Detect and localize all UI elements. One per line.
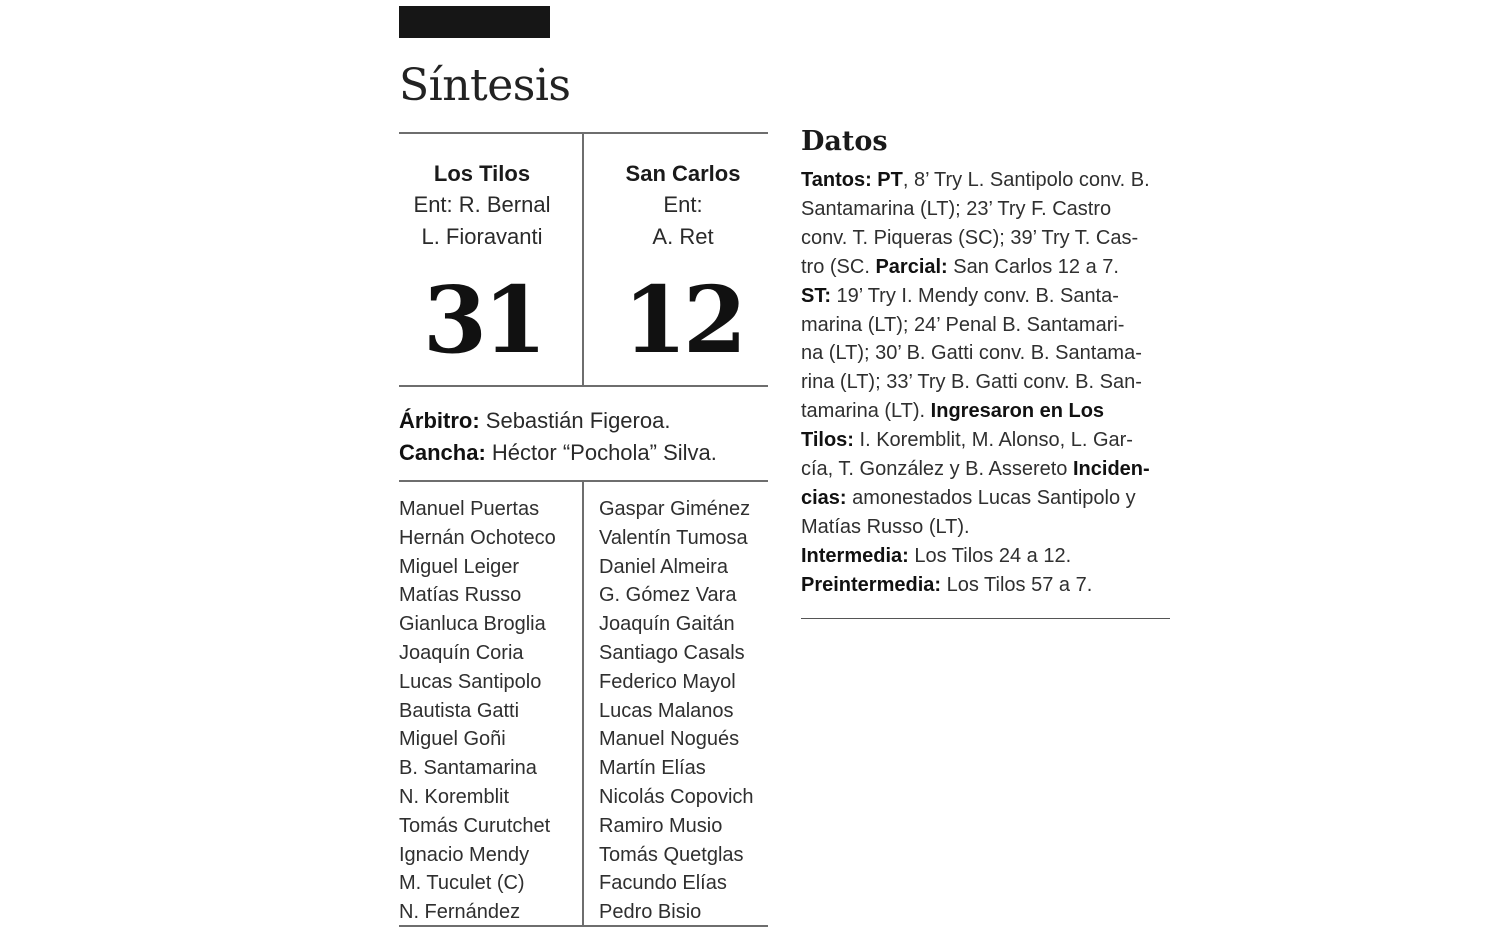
field-label: Cancha:: [399, 440, 486, 465]
player-name: M. Tuculet (C): [399, 872, 525, 895]
player-name: Facundo Elías: [599, 872, 727, 895]
datos-text: Santamarina (LT); 23’ Try F. Castro: [801, 197, 1112, 220]
player-name: Manuel Nogués: [599, 728, 740, 751]
datos-line: [801, 282, 1173, 311]
player-name: Santiago Casals: [599, 641, 745, 664]
datos-text: conv. T. Piqueras (SC); 39’ Try T. Cas-: [801, 226, 1139, 249]
datos-text: tro (SC.: [801, 255, 876, 278]
home-team-name: Los Tilos: [433, 161, 531, 186]
player-name: Tomás Curutchet: [399, 814, 551, 837]
player-name: Manuel Puertas: [399, 498, 540, 520]
datos-text: Los Tilos 24 a 12.: [908, 544, 1072, 567]
player-name: Joaquín Coria: [399, 641, 524, 664]
player-name: Gaspar Giménez: [599, 498, 751, 520]
scorebox-bottom-rule: [399, 385, 768, 387]
player-name: N. Koremblit: [399, 785, 510, 808]
player-name: Hernán Ochoteco: [399, 526, 556, 549]
datos-label: Preintermedia:: [801, 573, 942, 596]
datos-label: Intermedia:: [801, 544, 909, 567]
referee-line: [399, 405, 670, 437]
datos-text: San Carlos 12 a 7.: [947, 255, 1119, 278]
datos-line: [801, 311, 1173, 340]
player-name: Ignacio Mendy: [399, 843, 530, 866]
datos-text: na (LT); 30’ B. Gatti conv. B. Santama-: [801, 342, 1142, 365]
player-name: Nicolás Copovich: [599, 785, 754, 808]
home-coach-line-1: Ent: R. Bernal: [413, 192, 551, 217]
home-coach-line-2: L. Fioravanti: [421, 224, 543, 249]
datos-label: Tantos: PT: [801, 169, 903, 191]
player-name: Tomás Quetglas: [599, 843, 744, 866]
player-name: Lucas Malanos: [599, 699, 734, 722]
roster-divider: [582, 480, 584, 927]
player-name: Miguel Leiger: [399, 555, 520, 578]
player-name: Joaquín Gaitán: [599, 613, 735, 636]
datos-bottom-rule: [801, 618, 1170, 619]
datos-text: rina (LT); 33’ Try B. Gatti conv. B. San-: [801, 371, 1142, 394]
datos-text: 19’ Try I. Mendy conv. B. Santa-: [831, 284, 1119, 307]
datos-label: Tilos:: [801, 429, 854, 452]
away-team-name: San Carlos: [625, 161, 741, 186]
datos-label: cias:: [801, 486, 847, 509]
datos-text: cía, T. González y B. Assereto: [801, 458, 1073, 481]
player-name: Bautista Gatti: [399, 699, 520, 722]
datos-line: [801, 397, 1173, 426]
datos-line: [801, 253, 1173, 282]
player-name: B. Santamarina: [399, 757, 537, 780]
away-coach-line-1: Ent:: [663, 192, 703, 217]
away-coach-line-2: A. Ret: [652, 224, 714, 249]
datos-label: Parcial:: [875, 255, 948, 278]
field-line: [399, 437, 717, 469]
player-name: Lucas Santipolo: [399, 670, 542, 693]
away-team-block: [599, 159, 767, 253]
player-name: G. Gómez Vara: [599, 584, 737, 607]
datos-line: [801, 426, 1173, 455]
datos-label: Inciden-: [1072, 458, 1150, 481]
datos-line: [801, 513, 1173, 542]
player-name: Valentín Tumosa: [599, 526, 748, 549]
player-name: Pedro Bisio: [599, 901, 702, 924]
datos-line: [801, 224, 1173, 253]
referee-label: Árbitro:: [399, 408, 480, 433]
datos-label: Ingresaron en Los: [930, 400, 1105, 423]
player-name: Martín Elías: [599, 757, 706, 780]
datos-line: [801, 339, 1173, 368]
home-team-block: [398, 159, 566, 253]
datos-text: I. Koremblit, M. Alonso, L. Gar-: [853, 429, 1133, 452]
datos-text: Matías Russo (LT).: [801, 515, 970, 538]
player-name: Federico Mayol: [599, 670, 736, 693]
player-name: N. Fernández: [399, 901, 521, 924]
datos-label: ST:: [801, 284, 831, 307]
player-name: Miguel Goñi: [399, 728, 506, 751]
datos-line: [801, 455, 1173, 484]
home-roster: [399, 495, 556, 927]
player-name: Ramiro Musio: [599, 814, 723, 837]
away-score: 12: [622, 266, 744, 374]
player-name: Matías Russo: [399, 584, 522, 607]
datos-text: tamarina (LT).: [801, 400, 931, 423]
datos-line: [801, 484, 1173, 513]
datos-text: Los Tilos 57 a 7.: [941, 573, 1093, 596]
page-title: Síntesis: [399, 60, 571, 111]
datos-line: [801, 368, 1173, 397]
player-name: Daniel Almeira: [599, 555, 728, 578]
scorebox-divider: [582, 132, 584, 387]
datos-line: [801, 542, 1173, 571]
away-roster: [599, 495, 754, 927]
datos-line: [801, 166, 1173, 195]
referee-value: Sebastián Figeroa.: [485, 408, 671, 433]
section-tag-bar: [399, 6, 550, 38]
field-value: Héctor “Pochola” Silva.: [491, 440, 717, 465]
datos-body: [801, 166, 1173, 600]
player-name: Gianluca Broglia: [399, 613, 546, 636]
datos-title: Datos: [801, 126, 888, 157]
datos-line: [801, 195, 1173, 224]
datos-text: marina (LT); 24’ Penal B. Santamari-: [801, 313, 1125, 336]
home-score: 31: [422, 266, 544, 374]
datos-line: [801, 571, 1173, 600]
datos-text: amonestados Lucas Santipolo y: [846, 486, 1136, 509]
datos-text: , 8’ Try L. Santipolo conv. B.: [902, 169, 1150, 191]
